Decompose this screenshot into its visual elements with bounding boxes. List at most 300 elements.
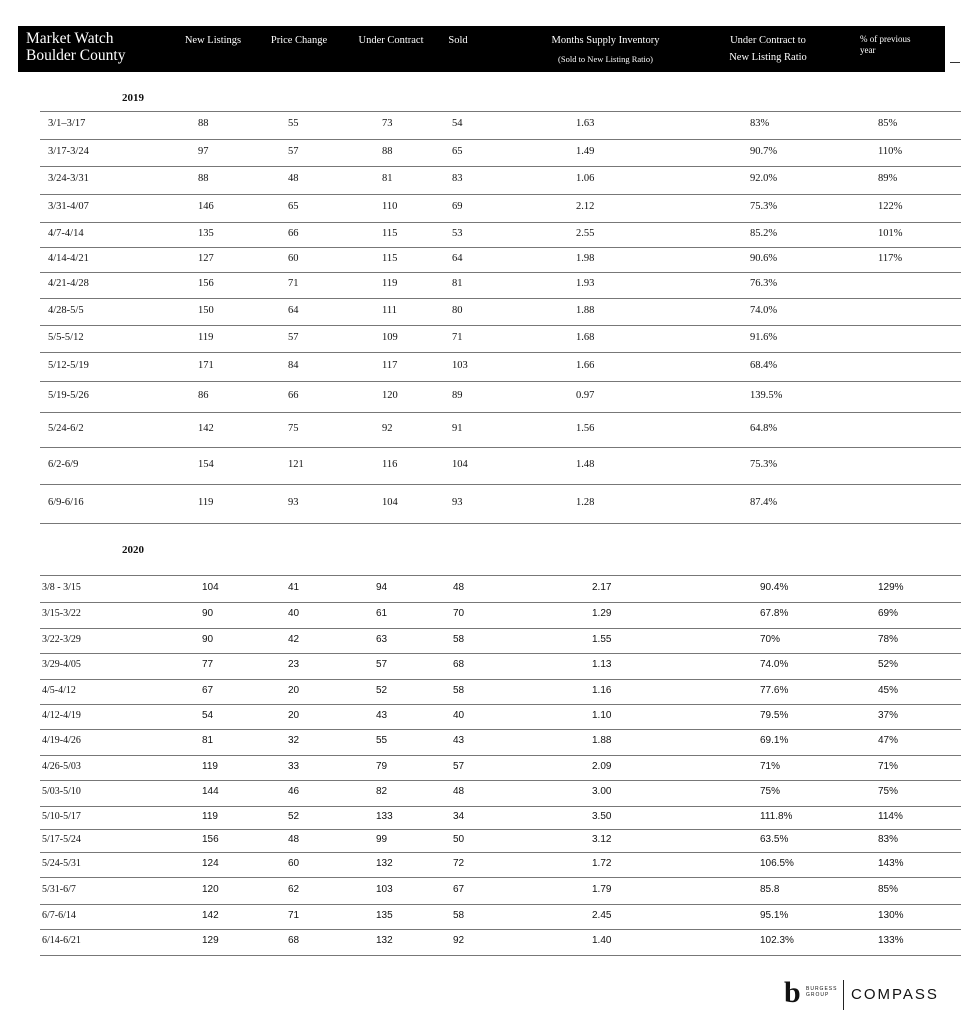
cell-msi: 1.28 [576,496,595,508]
cell-new: 86 [198,389,209,401]
cell-sold: 65 [452,145,463,157]
cell-sold: 53 [452,227,463,239]
cell-price: 66 [288,389,299,401]
cell-uc: 52 [376,684,388,696]
group-word: GROUP [806,992,830,998]
cell-uc: 117 [382,359,398,371]
cell-price: 41 [288,581,300,593]
cell-msi: 1.48 [576,458,595,470]
cell-ratio: 75.3% [750,458,778,470]
cell-msi: 1.68 [576,331,595,343]
cell-uc: 115 [382,252,398,264]
cell-msi: 1.10 [592,709,612,721]
cell-uc: 94 [376,581,388,593]
table-row [40,858,961,872]
cell-new: 156 [202,833,219,845]
cell-sold: 92 [453,935,465,946]
year-heading-2019: 2019 [122,92,144,104]
cell-date: 5/12-5/19 [48,359,89,371]
cell-date: 6/7-6/14 [42,909,76,921]
table-row [40,360,961,374]
table-row [40,659,961,673]
cell-ratio: 70% [760,633,781,645]
cell-uc: 73 [382,118,393,129]
cell-price: 66 [288,227,299,239]
col-uc-ratio-line2: New Listing Ratio [729,52,807,63]
cell-date: 6/2-6/9 [48,458,79,470]
cell-price: 33 [288,760,300,772]
cell-uc: 119 [382,278,398,289]
cell-uc: 132 [376,935,393,946]
cell-price: 84 [288,359,299,371]
cell-ratio: 76.3% [750,278,778,289]
cell-sold: 72 [453,857,465,869]
table-row [40,685,961,699]
cell-date: 3/24-3/31 [48,173,89,184]
cell-sold: 64 [452,252,463,264]
cell-new: 88 [198,118,209,129]
cell-uc: 104 [382,496,398,508]
cell-price: 68 [288,935,300,946]
row-divider [40,679,961,680]
logo-divider [843,980,844,1010]
cell-uc: 103 [376,883,393,895]
cell-price: 20 [288,684,300,696]
cell-price: 71 [288,278,299,289]
cell-new: 90 [202,633,214,645]
col-sold: Sold [448,35,468,46]
cell-price: 23 [288,659,300,670]
cell-price: 42 [288,633,300,645]
col-under-contract: Under Contract [358,35,424,46]
col-price-change: Price Change [270,35,328,46]
cell-sold: 58 [453,684,465,696]
cell-ratio: 79.5% [760,709,789,721]
cell-ratio: 102.3% [760,935,794,946]
cell-date: 4/7-4/14 [48,227,84,239]
cell-sold: 68 [453,659,465,670]
cell-new: 77 [202,659,214,670]
cell-date: 4/21-4/28 [48,278,89,289]
cell-date: 3/31-4/07 [48,201,89,212]
cell-date: 4/26-5/03 [42,760,81,772]
table-row [40,173,961,187]
cell-price: 48 [288,833,300,845]
cell-new: 88 [198,173,209,184]
cell-msi: 1.13 [592,659,612,670]
cell-price: 40 [288,608,300,619]
cell-msi: 1.98 [576,252,595,264]
cell-prev: 52% [878,659,899,670]
cell-new: 97 [198,145,209,157]
table-row [40,459,961,473]
cell-uc: 133 [376,810,393,822]
cell-date: 4/12-4/19 [42,709,81,721]
row-divider [40,325,961,326]
cell-sold: 71 [452,331,463,343]
cell-date: 3/17-3/24 [48,145,89,157]
cell-new: 81 [202,735,214,746]
cell-ratio: 111.8% [760,810,793,822]
cell-sold: 83 [452,173,463,184]
cell-date: 5/24-6/2 [48,422,84,434]
cell-date: 4/5-4/12 [42,684,76,696]
cell-price: 32 [288,735,300,746]
row-divider [40,352,961,353]
cell-new: 154 [198,458,214,470]
cell-ratio: 71% [760,760,781,772]
row-divider [40,829,961,830]
cell-sold: 80 [452,304,463,316]
cell-prev: 130% [878,909,904,921]
cell-price: 57 [288,331,299,343]
table-row [40,228,961,242]
cell-prev: 133% [878,935,904,946]
row-divider [40,484,961,485]
cell-date: 6/14-6/21 [42,935,81,946]
row-divider [40,272,961,273]
row-divider [40,628,961,629]
col-prev-year-line2: year [860,45,876,55]
cell-sold: 70 [453,608,465,619]
cell-prev: 71% [878,760,899,772]
row-divider [40,222,961,223]
cell-new: 119 [202,760,218,772]
cell-date: 3/15-3/22 [42,608,81,619]
cell-sold: 69 [452,201,463,212]
cell-new: 150 [198,304,214,316]
row-divider [40,704,961,705]
cell-sold: 58 [453,633,465,645]
cell-prev: 78% [878,633,899,645]
cell-sold: 103 [452,359,468,371]
cell-date: 3/8 - 3/15 [42,581,81,593]
row-divider [40,412,961,413]
cell-prev: 101% [878,227,903,239]
cell-date: 5/31-6/7 [42,883,76,895]
row-divider [40,852,961,853]
table-row [40,710,961,724]
title-line-2: Boulder County [26,47,126,64]
cell-new: 54 [202,709,214,721]
cell-uc: 111 [382,304,397,316]
cell-new: 156 [198,278,214,289]
cell-sold: 43 [453,735,465,746]
cell-price: 60 [288,857,300,869]
cell-msi: 1.63 [576,118,595,129]
cell-ratio: 77.6% [760,684,789,696]
cell-uc: 120 [382,389,398,401]
cell-price: 71 [288,909,300,921]
cell-uc: 116 [382,458,398,470]
cell-new: 67 [202,684,214,696]
cell-msi: 2.17 [592,581,612,593]
cell-prev: 143% [878,857,904,869]
cell-ratio: 139.5% [750,389,783,401]
cell-new: 129 [202,935,219,946]
row-divider [40,877,961,878]
cell-prev: 117% [878,252,903,264]
table-row [40,811,961,825]
cell-prev: 110% [878,145,903,157]
cell-date: 5/19-5/26 [48,389,89,401]
cell-msi: 1.66 [576,359,595,371]
cell-date: 5/03-5/10 [42,786,81,797]
table-header [18,26,945,72]
table-row [40,634,961,648]
cell-ratio: 106.5% [760,857,794,869]
cell-price: 55 [288,118,299,129]
table-row [40,305,961,319]
row-divider [40,447,961,448]
cell-msi: 3.12 [592,833,612,845]
cell-msi: 2.55 [576,227,595,239]
col-new-listings: New Listings [184,35,242,46]
cell-date: 4/14-4/21 [48,252,89,264]
cell-new: 119 [202,810,218,822]
col-uc-ratio-line1: Under Contract to [730,35,806,46]
row-divider [40,298,961,299]
col-prev-year [860,34,940,56]
cell-sold: 67 [453,883,465,895]
cell-uc: 109 [382,331,398,343]
cell-prev: 85% [878,883,899,895]
cell-ratio: 63.5% [760,833,789,845]
cell-msi: 1.06 [576,173,595,184]
cell-sold: 54 [452,118,463,129]
cell-new: 135 [198,227,214,239]
row-divider [40,111,961,112]
cell-new: 104 [202,581,219,593]
cell-msi: 1.93 [576,278,595,289]
cell-sold: 104 [452,458,468,470]
cell-ratio: 85.8 [760,883,780,895]
cell-msi: 1.29 [592,608,612,619]
cell-date: 5/24-5/31 [42,857,81,869]
cell-price: 52 [288,810,300,822]
cell-sold: 89 [452,389,463,401]
cell-uc: 55 [376,735,388,746]
cell-sold: 81 [452,278,463,289]
cell-msi: 1.49 [576,145,595,157]
cell-ratio: 91.6% [750,331,778,343]
cell-new: 127 [198,252,214,264]
cell-sold: 50 [453,833,465,845]
cell-msi: 1.56 [576,422,595,434]
cell-msi: 2.12 [576,201,595,212]
cell-new: 142 [202,909,219,921]
cell-date: 4/19-4/26 [42,735,81,746]
cell-uc: 63 [376,633,388,645]
cell-date: 4/28-5/5 [48,304,84,316]
cell-ratio: 83% [750,118,770,129]
cell-uc: 88 [382,145,393,157]
cell-ratio: 85.2% [750,227,778,239]
row-divider [40,381,961,382]
title-line-1: Market Watch [26,30,114,47]
table-row [40,118,961,132]
cell-new: 171 [198,359,214,371]
table-row [40,786,961,800]
cell-price: 57 [288,145,299,157]
cell-date: 3/29-4/05 [42,659,81,670]
cell-ratio: 87.4% [750,496,778,508]
cell-prev: 114% [878,810,903,822]
table-row [40,935,961,949]
cell-new: 144 [202,786,219,797]
table-row [40,608,961,622]
cell-uc: 82 [376,786,388,797]
cell-msi: 2.09 [592,760,612,772]
table-row [40,910,961,924]
cell-price: 65 [288,201,299,212]
burgess-word: BURGESS [806,986,838,992]
cell-uc: 81 [382,173,393,184]
table-row [40,146,961,160]
cell-sold: 57 [453,760,465,772]
cell-ratio: 68.4% [750,359,778,371]
cell-uc: 79 [376,760,388,772]
cell-price: 62 [288,883,300,895]
cell-prev: 83% [878,833,899,845]
cell-sold: 48 [453,581,465,593]
cell-date: 5/10-5/17 [42,810,81,822]
cell-prev: 45% [878,684,899,696]
report-title [26,30,176,64]
row-divider [40,653,961,654]
cell-sold: 93 [452,496,463,508]
table-row [40,253,961,267]
cell-uc: 115 [382,227,398,239]
cell-ratio: 95.1% [760,909,789,921]
cell-price: 48 [288,173,299,184]
cell-sold: 91 [452,422,463,434]
compass-logo: COMPASS [851,986,939,1003]
cell-ratio: 75.3% [750,201,778,212]
cell-ratio: 67.8% [760,608,789,619]
cell-sold: 58 [453,909,465,921]
col-prev-year-line1: % of previous [860,34,911,44]
cell-prev: 122% [878,201,903,212]
cell-prev: 129% [878,581,904,593]
cell-msi: 1.79 [592,883,612,895]
cell-price: 20 [288,709,300,721]
table-row [40,834,961,848]
cell-msi: 0.97 [576,389,595,401]
cell-date: 3/1–3/17 [48,118,86,129]
cell-msi: 1.16 [592,684,612,696]
table-row [40,332,961,346]
cell-prev: 47% [878,735,899,746]
cell-msi: 1.55 [592,633,612,645]
cell-new: 120 [202,883,219,895]
cell-price: 46 [288,786,300,797]
row-divider [40,194,961,195]
cell-uc: 132 [376,857,393,869]
table-row [40,390,961,404]
row-divider [40,602,961,603]
row-divider [40,904,961,905]
cell-msi: 1.40 [592,935,612,946]
table-row [40,761,961,775]
table-row [40,278,961,292]
cell-new: 119 [198,496,214,508]
cell-msi: 3.50 [592,810,612,822]
cell-price: 121 [288,458,304,470]
cell-uc: 61 [376,608,388,619]
cell-new: 119 [198,331,214,343]
table-row [40,201,961,215]
cell-msi: 1.72 [592,857,612,869]
divider-mark [950,62,960,63]
cell-prev: 69% [878,608,899,619]
cell-msi: 1.88 [592,735,612,746]
cell-ratio: 90.7% [750,145,778,157]
table-row [40,735,961,749]
cell-uc: 99 [376,833,388,845]
col-months-supply [518,34,693,66]
table-row [40,884,961,898]
cell-uc: 92 [382,422,393,434]
row-divider [40,780,961,781]
row-divider [40,755,961,756]
cell-prev: 37% [878,709,899,721]
cell-prev: 89% [878,173,898,184]
cell-uc: 110 [382,201,398,212]
cell-new: 146 [198,201,214,212]
cell-ratio: 74.0% [750,304,778,316]
cell-ratio: 92.0% [750,173,778,184]
cell-price: 93 [288,496,299,508]
cell-price: 60 [288,252,299,264]
cell-date: 5/17-5/24 [42,833,81,845]
cell-ratio: 90.4% [760,581,789,593]
cell-ratio: 64.8% [750,422,778,434]
cell-prev: 75% [878,786,899,797]
row-divider [40,575,961,576]
cell-new: 124 [202,857,219,869]
row-divider [40,523,961,524]
cell-prev: 85% [878,118,898,129]
burgess-group-wordmark [806,986,837,998]
cell-uc: 43 [376,709,388,721]
cell-msi: 1.88 [576,304,595,316]
col-months-supply-sub: (Sold to New Listing Ratio) [558,54,653,64]
cell-sold: 40 [453,709,465,721]
year-heading-2020: 2020 [122,544,144,556]
cell-ratio: 75% [760,786,781,797]
cell-price: 64 [288,304,299,316]
cell-date: 3/22-3/29 [42,633,81,645]
cell-date: 6/9-6/16 [48,496,84,508]
cell-msi: 3.00 [592,786,612,797]
row-divider [40,247,961,248]
cell-new: 142 [198,422,214,434]
row-divider [40,139,961,140]
cell-ratio: 69.1% [760,735,789,746]
cell-msi: 2.45 [592,909,612,921]
cell-sold: 34 [453,810,465,822]
col-months-supply-label: Months Supply Inventory [551,35,660,46]
cell-ratio: 90.6% [750,252,778,264]
row-divider [40,729,961,730]
row-divider [40,929,961,930]
row-divider [40,166,961,167]
cell-new: 90 [202,608,214,619]
cell-sold: 48 [453,786,465,797]
table-row [40,497,961,511]
table-row [40,582,961,596]
